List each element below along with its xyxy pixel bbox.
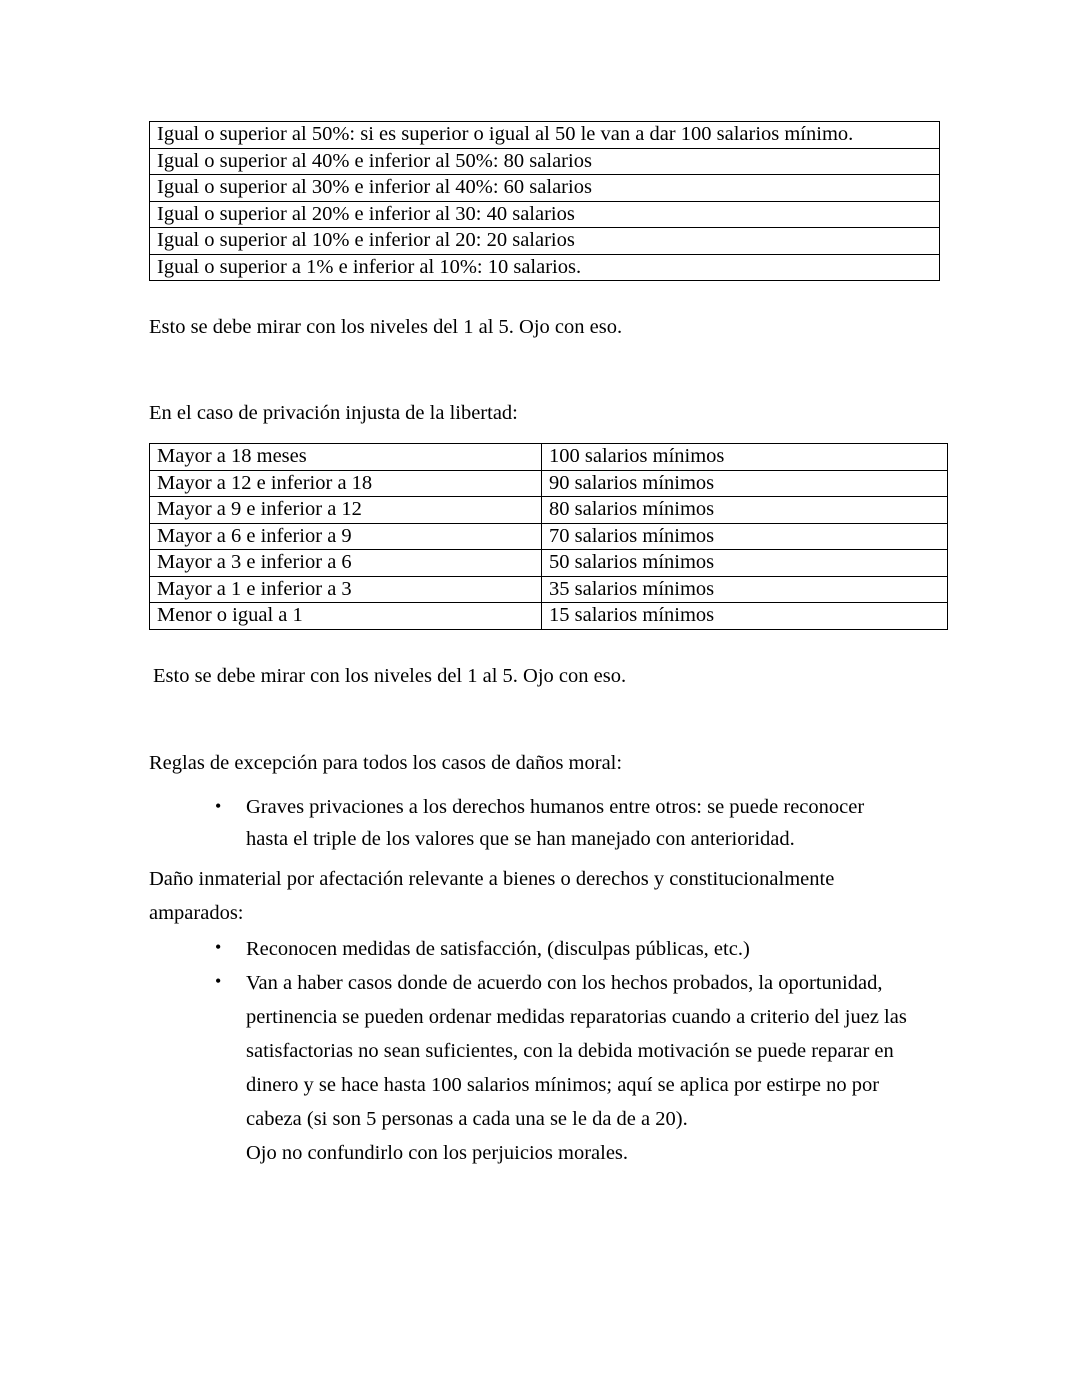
bullet-icon: • bbox=[215, 971, 222, 991]
list-medidas-satisfaccion bbox=[215, 932, 915, 1170]
table-row bbox=[150, 497, 948, 524]
table-cell-valor: 15 salarios mínimos bbox=[542, 603, 948, 630]
bullet-icon: • bbox=[215, 796, 222, 816]
table-cell-valor: 100 salarios mínimos bbox=[542, 444, 948, 471]
list-item-text: Van a haber casos donde de acuerdo con los hechos probados, la oportunidad, pertinencia se pueden ordenar medidas reparatorias cuando a criterio del juez las satisfactorias no sean suficientes, con la debida motivación se puede reparar en dinero y se hace hasta 100 salarios mínimos; aquí se aplica por estirpe no por cabeza (si son 5 personas a cada una se le da de a 20). bbox=[246, 972, 907, 1130]
table-row bbox=[150, 201, 940, 228]
table-row bbox=[150, 576, 948, 603]
table-row bbox=[150, 550, 948, 577]
table-cell-regla: Igual o superior al 20% e inferior al 30: 40 salarios bbox=[150, 201, 940, 228]
table-cell-rango: Menor o igual a 1 bbox=[150, 603, 542, 630]
table-row bbox=[150, 254, 940, 281]
table-cell-valor: 70 salarios mínimos bbox=[542, 523, 948, 550]
table-cell-valor: 90 salarios mínimos bbox=[542, 470, 948, 497]
paragraph-esto-niveles-2: Esto se debe mirar con los niveles del 1 al 5. Ojo con eso. bbox=[153, 665, 627, 687]
table-porcentaje-salarios bbox=[149, 121, 940, 281]
bullet-icon: • bbox=[215, 937, 222, 957]
paragraph-dano-inmaterial: Daño inmaterial por afectación relevante a bienes o derechos y constitucionalmente amparados: bbox=[149, 868, 835, 924]
table-cell-rango: Mayor a 18 meses bbox=[150, 444, 542, 471]
table-cell-regla: Igual o superior al 40% e inferior al 50%: 80 salarios bbox=[150, 148, 940, 175]
table-cell-rango: Mayor a 6 e inferior a 9 bbox=[150, 523, 542, 550]
paragraph-caso-privacion-libertad: En el caso de privación injusta de la libertad: bbox=[149, 402, 518, 424]
table-privacion-libertad bbox=[149, 443, 948, 630]
table-cell-regla: Igual o superior al 30% e inferior al 40%: 60 salarios bbox=[150, 175, 940, 202]
table-cell-rango: Mayor a 9 e inferior a 12 bbox=[150, 497, 542, 524]
list-item bbox=[215, 966, 915, 1170]
list-item-subline: Ojo no confundirlo con los perjuicios morales. bbox=[246, 1142, 629, 1164]
table-row bbox=[150, 444, 948, 471]
list-item-text: Reconocen medidas de satisfacción, (disculpas públicas, etc.) bbox=[246, 938, 750, 960]
table-row bbox=[150, 122, 940, 149]
list-item bbox=[215, 791, 895, 855]
paragraph-esto-niveles-1: Esto se debe mirar con los niveles del 1 al 5. Ojo con eso. bbox=[149, 316, 623, 338]
table-row bbox=[150, 523, 948, 550]
table-row bbox=[150, 148, 940, 175]
table-row bbox=[150, 175, 940, 202]
table-cell-rango: Mayor a 3 e inferior a 6 bbox=[150, 550, 542, 577]
table-cell-rango: Mayor a 12 e inferior a 18 bbox=[150, 470, 542, 497]
table-cell-valor: 50 salarios mínimos bbox=[542, 550, 948, 577]
table-row bbox=[150, 470, 948, 497]
table-cell-regla: Igual o superior al 50%: si es superior o igual al 50 le van a dar 100 salarios mínimo. bbox=[150, 122, 940, 149]
table-row bbox=[150, 603, 948, 630]
table-cell-valor: 35 salarios mínimos bbox=[542, 576, 948, 603]
list-item bbox=[215, 932, 915, 966]
list-reglas-excepcion bbox=[215, 791, 895, 855]
list-item-text: Graves privaciones a los derechos humanos entre otros: se puede reconocer hasta el triple de los valores que se han manejado con anterioridad. bbox=[246, 796, 865, 850]
table-cell-rango: Mayor a 1 e inferior a 3 bbox=[150, 576, 542, 603]
table-cell-regla: Igual o superior al 10% e inferior al 20: 20 salarios bbox=[150, 228, 940, 255]
table-cell-regla: Igual o superior a 1% e inferior al 10%: 10 salarios. bbox=[150, 254, 940, 281]
table-row bbox=[150, 228, 940, 255]
paragraph-reglas-excepcion: Reglas de excepción para todos los casos de daños moral: bbox=[149, 752, 623, 774]
table-cell-valor: 80 salarios mínimos bbox=[542, 497, 948, 524]
